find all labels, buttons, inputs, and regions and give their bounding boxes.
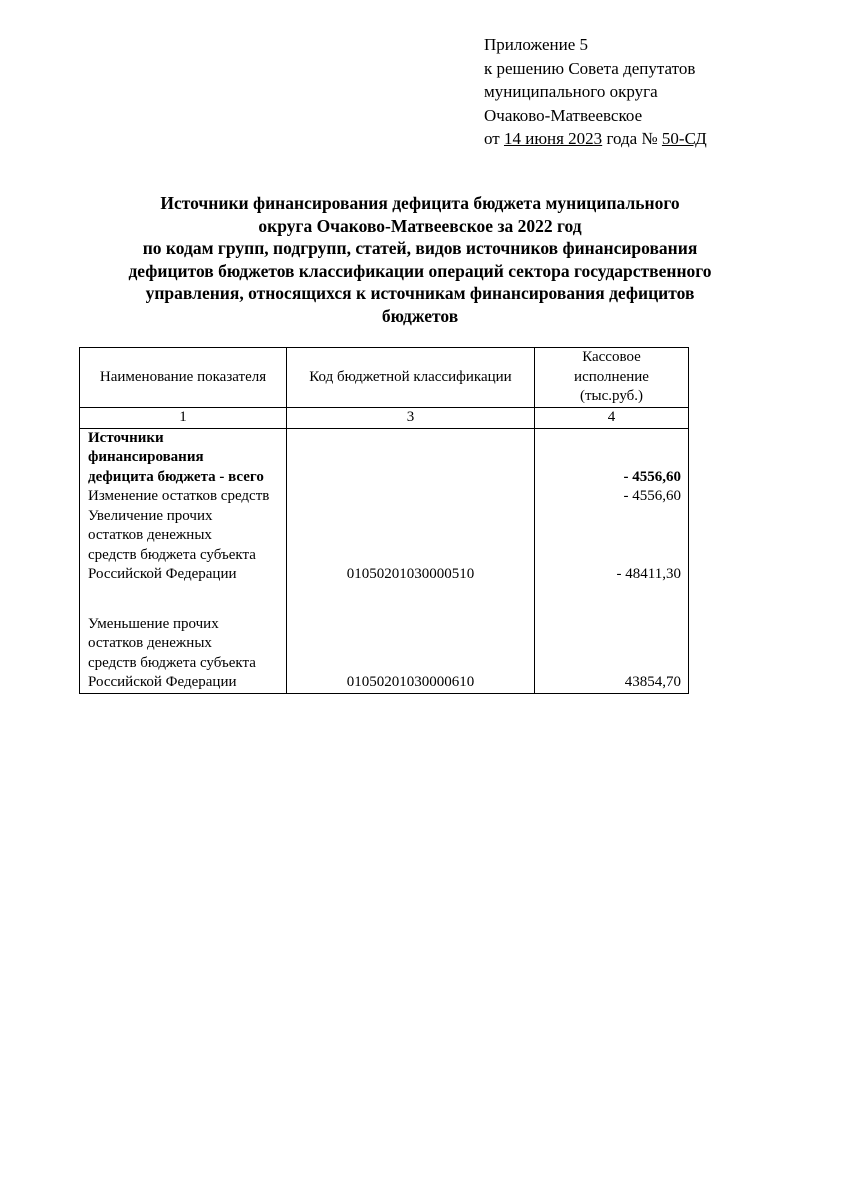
row-increase-amount: - 48411,30 <box>616 566 681 582</box>
row-total-amount: - 4556,60 <box>623 468 681 485</box>
title-line: управления, относящихся к источникам финансирования дефицитов <box>145 283 695 304</box>
row-name-line: Источники <box>88 429 164 446</box>
column-number: 4 <box>535 408 689 429</box>
row-increase-name <box>88 507 279 585</box>
row-name-line: Российской Федерации <box>88 566 237 582</box>
row-name-line: средств бюджета субъекта <box>88 654 256 671</box>
title-line: округа Очаково-Матвеевское за 2022 год <box>258 215 582 236</box>
row-total-name <box>88 429 279 488</box>
appendix-block <box>484 33 707 151</box>
appendix-line: Приложение 5 <box>484 35 588 54</box>
appendix-line: Очаково-Матвеевское <box>484 105 643 125</box>
financing-sources-table <box>79 347 689 694</box>
row-change-amount: - 4556,60 <box>623 488 681 504</box>
title-line: по кодам групп, подгрупп, статей, видов источников финансирования <box>142 238 698 259</box>
row-increase-code: 01050201030000510 <box>346 566 475 582</box>
date-prefix: от <box>484 129 504 148</box>
column-number: 3 <box>287 408 535 429</box>
row-decrease-amount: 43854,70 <box>624 674 681 690</box>
title-line: Источники финансирования дефицита бюджета муниципального <box>160 193 680 213</box>
document-title <box>60 192 780 328</box>
title-line: бюджетов <box>381 305 459 326</box>
header-amount <box>535 348 689 408</box>
table-body-row <box>80 428 689 693</box>
row-decrease-code: 01050201030000610 <box>346 674 475 690</box>
header-amount-line: исполнение <box>574 368 649 385</box>
appendix-line: к решению Совета депутатов <box>484 58 696 78</box>
appendix-line: муниципального округа <box>484 82 658 101</box>
row-name-line: финансирования <box>88 449 204 465</box>
row-change-name: Изменение остатков средств <box>88 488 270 504</box>
row-name-line: дефицита бюджета - всего <box>88 468 264 485</box>
decision-number: 50-СД <box>661 129 707 148</box>
decision-date-line <box>484 127 707 151</box>
row-name-line: остатков денежных <box>88 527 212 543</box>
row-name-line: Увеличение прочих <box>88 507 213 524</box>
row-name-line: Уменьшение прочих <box>88 615 219 632</box>
row-name-line: Российской Федерации <box>88 674 237 690</box>
row-name-line: средств бюджета субъекта <box>88 546 256 563</box>
header-amount-line: Кассовое <box>582 349 641 366</box>
number-prefix: года № <box>602 129 662 148</box>
header-name: Наименование показателя <box>80 348 287 408</box>
table-header-row <box>80 348 689 408</box>
header-amount-line: (тыс.руб.) <box>579 388 644 405</box>
row-name-line: остатков денежных <box>88 635 212 651</box>
title-line: дефицитов бюджетов классификации операций сектора государственного <box>128 260 712 281</box>
decision-date: 14 июня 2023 <box>503 129 603 148</box>
header-code: Код бюджетной классификации <box>287 348 535 408</box>
column-number: 1 <box>80 408 287 429</box>
column-number-row <box>80 408 689 429</box>
row-decrease-name <box>88 615 279 693</box>
